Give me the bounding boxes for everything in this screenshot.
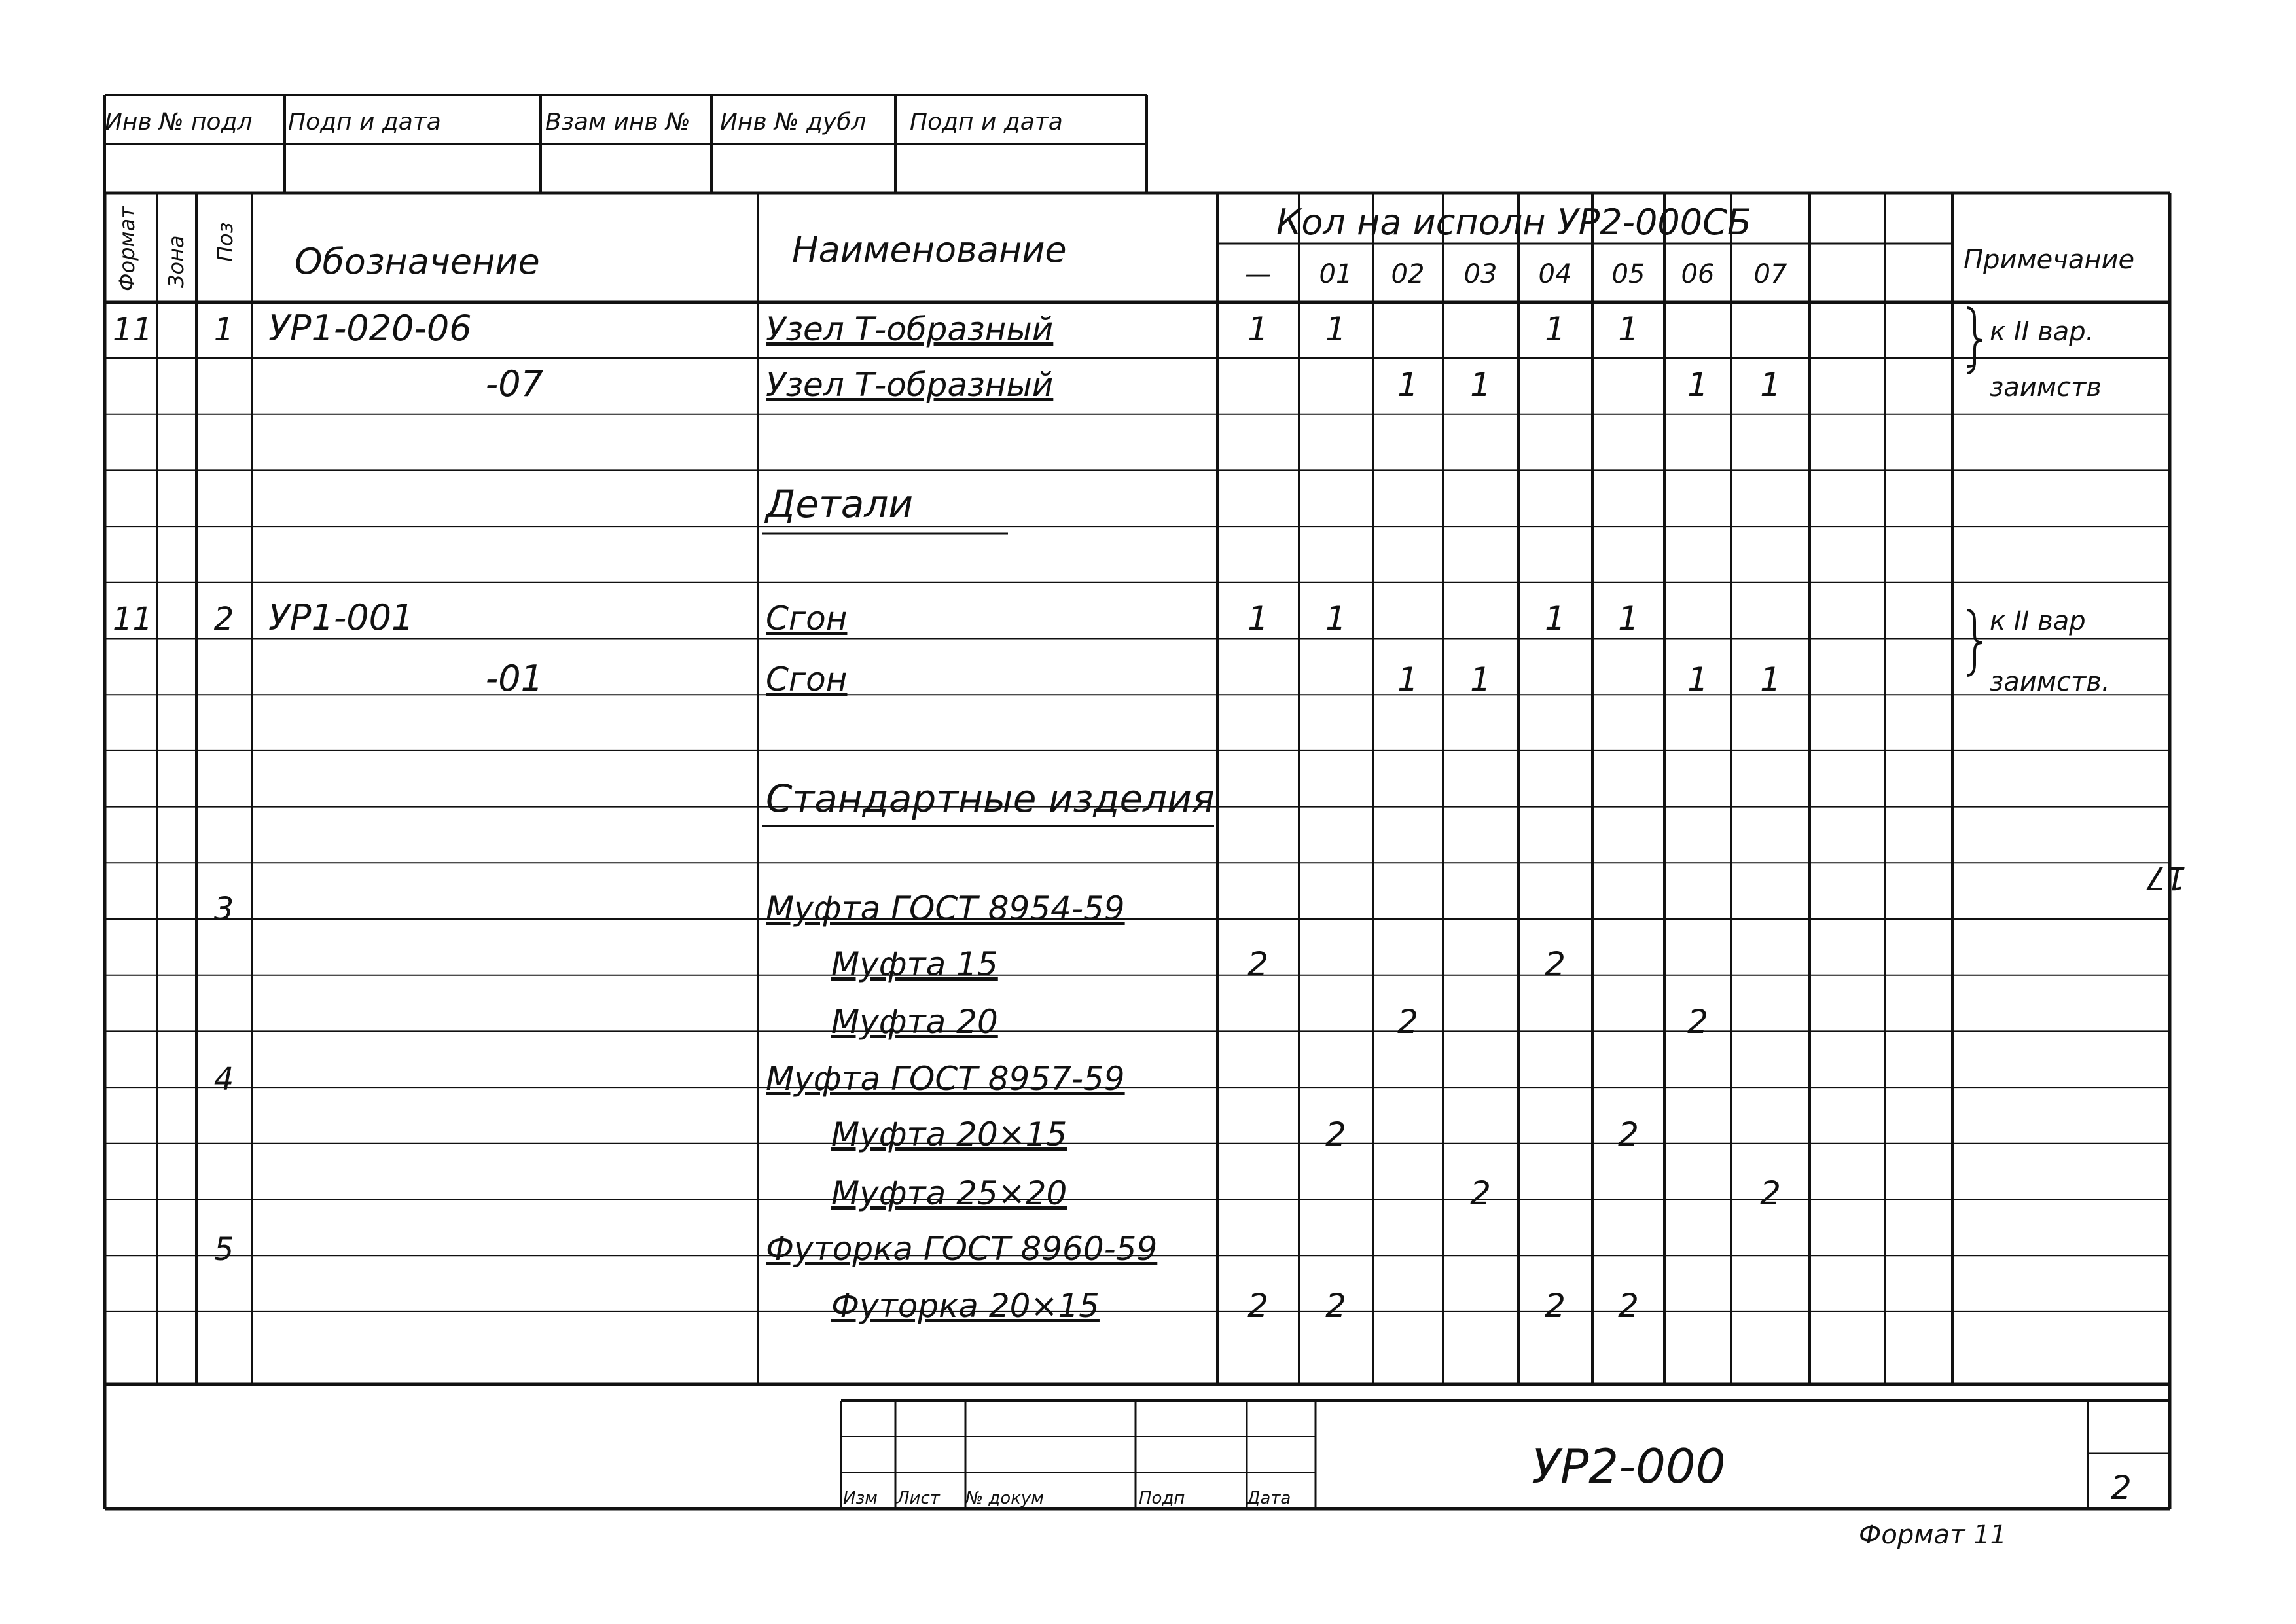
row-format: 11	[113, 312, 153, 348]
brace-2	[1967, 610, 1982, 676]
qty-cell: 1	[1247, 600, 1268, 638]
note-braces	[1967, 308, 1982, 676]
variant-header-5: 05	[1611, 259, 1645, 289]
row-designation: -07	[485, 363, 543, 405]
qty-cell: 2	[1397, 1003, 1418, 1041]
row-name: Муфта 25×20	[831, 1174, 1067, 1212]
variant-header-0: —	[1245, 259, 1271, 289]
row-note: заимств.	[1990, 667, 2110, 697]
qty-cell: 1	[1247, 310, 1268, 348]
row-note: к II вар	[1990, 606, 2086, 636]
stamp-vzam-inv: Взам инв №	[545, 109, 691, 135]
row-format: 11	[113, 601, 153, 638]
tb-label-data: Дата	[1247, 1489, 1291, 1508]
row-pos: 4	[213, 1061, 234, 1098]
qty-cell: 1	[1325, 310, 1346, 348]
row-name: Футорка ГОСТ 8960-59	[766, 1230, 1158, 1268]
row-designation: УР1-001	[268, 597, 414, 638]
header-note: Примечание	[1964, 245, 2135, 275]
tb-label-list: Лист	[897, 1489, 940, 1508]
qty-cell: 2	[1247, 945, 1268, 983]
qty-cell: 1	[1687, 660, 1708, 698]
variant-headers	[1245, 259, 1787, 289]
qty-cell: 2	[1687, 1003, 1708, 1041]
variant-header-3: 03	[1463, 259, 1498, 289]
qty-cell: 2	[1325, 1115, 1346, 1153]
qty-cell: 2	[1247, 1287, 1268, 1325]
variant-header-7: 07	[1753, 259, 1787, 289]
variant-header-1: 01	[1319, 259, 1353, 289]
row-pos: 3	[213, 891, 234, 928]
qty-cell: 1	[1545, 310, 1566, 348]
row-name: Сгон	[766, 600, 848, 638]
qty-cell: 1	[1397, 660, 1418, 698]
qty-cell: 2	[1470, 1174, 1491, 1212]
row-name: Узел Т-образный	[766, 366, 1054, 404]
row-name: Муфта 20	[831, 1003, 998, 1041]
top-stamp	[105, 109, 1063, 135]
qty-cell: 1	[1545, 600, 1566, 638]
doc-number: УР2-000	[1532, 1439, 1726, 1494]
variant-header-2: 02	[1391, 259, 1425, 289]
header-qty-title: Кол на исполн УР2-000СБ	[1276, 202, 1751, 243]
row-name: Футорка 20×15	[831, 1287, 1100, 1325]
tb-label-doc: № докум	[965, 1489, 1044, 1508]
qty-cell: 1	[1760, 660, 1781, 698]
stamp-podp-data-2: Подп и дата	[910, 109, 1063, 135]
table-header	[115, 202, 2134, 291]
side-page-number: 17	[2145, 859, 2186, 896]
qty-cell: 1	[1618, 310, 1639, 348]
row-note: к II вар.	[1990, 317, 2094, 347]
row-name: Узел Т-образный	[766, 310, 1054, 348]
header-zone: Зона	[164, 235, 188, 288]
row-name: Муфта 15	[831, 945, 998, 983]
header-name: Наименование	[792, 229, 1067, 270]
qty-cell: 2	[1618, 1115, 1639, 1153]
qty-cell: 2	[1545, 1287, 1566, 1325]
stamp-inv-dubl: Инв № дубл	[720, 109, 867, 135]
row-designation: УР1-020-06	[268, 308, 472, 349]
row-note: заимств	[1990, 372, 2102, 403]
qty-cell: 1	[1760, 366, 1781, 404]
header-designation: Обозначение	[295, 241, 540, 282]
variant-header-4: 04	[1538, 259, 1572, 289]
qty-cell: 1	[1470, 366, 1491, 404]
variant-header-6: 06	[1681, 259, 1715, 289]
row-pos: 1	[213, 312, 234, 348]
row-name: Муфта ГОСТ 8957-59	[766, 1060, 1125, 1098]
header-pos: Поз	[213, 222, 238, 262]
row-pos: 5	[213, 1231, 234, 1268]
sheet-number: 2	[2111, 1469, 2132, 1507]
stamp-podp-data: Подп и дата	[288, 109, 441, 135]
qty-cell: 1	[1325, 600, 1346, 638]
row-pos: 2	[213, 601, 234, 638]
qty-cell: 1	[1618, 600, 1639, 638]
qty-cell: 1	[1687, 366, 1708, 404]
row-name: Муфта ГОСТ 8954-59	[766, 890, 1125, 928]
tb-label-podp: Подп	[1139, 1489, 1185, 1508]
qty-cell: 2	[1545, 945, 1566, 983]
row-name: Сгон	[766, 660, 848, 698]
format-footer: Формат 11	[1859, 1520, 2007, 1550]
tb-label-izm: Изм	[843, 1489, 878, 1508]
qty-cell: 1	[1470, 660, 1491, 698]
section-heading: Стандартные изделия	[766, 776, 1215, 821]
section-heading: Детали	[766, 482, 914, 526]
qty-cell: 1	[1397, 366, 1418, 404]
stamp-inv-podl: Инв № подл	[105, 109, 253, 135]
qty-cell: 2	[1325, 1287, 1346, 1325]
qty-cell: 2	[1618, 1287, 1639, 1325]
row-designation: -01	[485, 658, 543, 699]
qty-cell: 2	[1760, 1174, 1781, 1212]
header-format: Формат	[115, 206, 139, 291]
row-name: Муфта 20×15	[831, 1115, 1067, 1153]
